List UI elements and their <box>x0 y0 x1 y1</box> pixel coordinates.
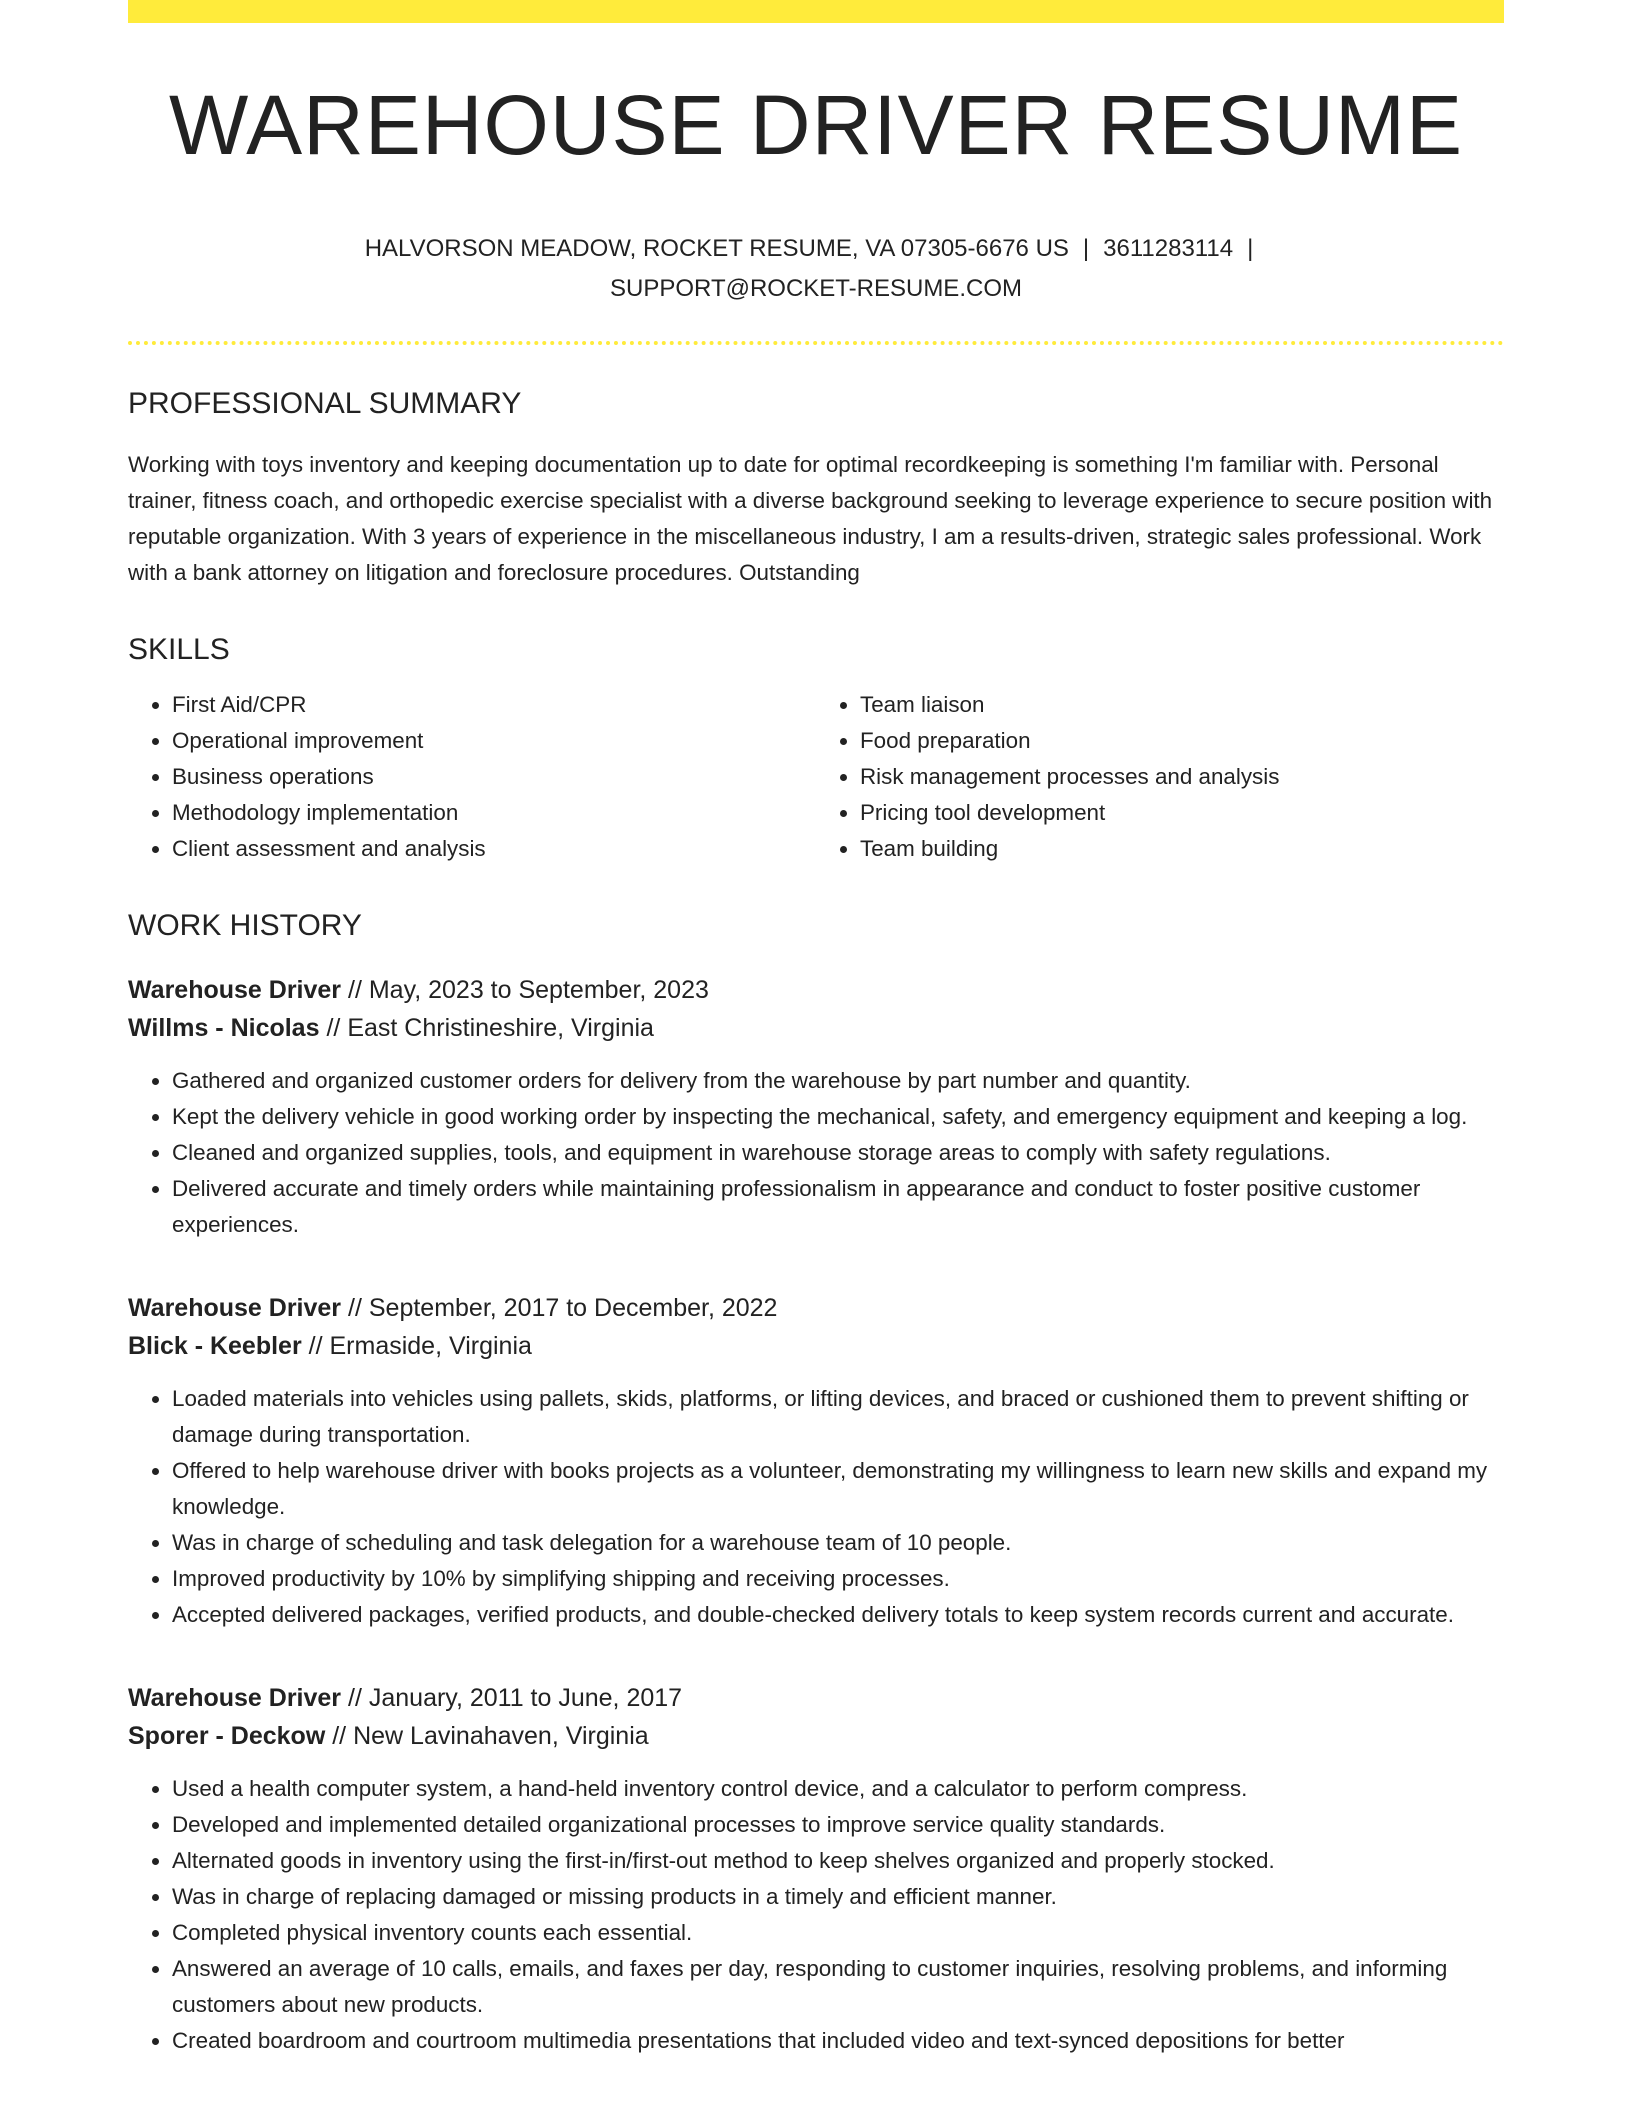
duty-item: • Loaded materials into vehicles using pallets, skids, platforms, or lifting devices, and braced or cushioned them to prevent shifting or damage during transportation. <box>172 1381 1504 1453</box>
resume-page <box>128 0 1504 2059</box>
job-company: Sporer - Deckow <box>128 1722 326 1750</box>
job-company-line <box>128 1009 1504 1047</box>
job-entry <box>128 1679 1504 2059</box>
duty-item: • Gathered and organized customer orders for delivery from the warehouse by part number and quantity. <box>172 1063 1504 1099</box>
duty-item: • Cleaned and organized supplies, tools, and equipment in warehouse storage areas to comply with safety regulations. <box>172 1135 1504 1171</box>
separator: // <box>326 1014 341 1042</box>
separator: // <box>308 1332 323 1360</box>
job-title: Warehouse Driver <box>128 976 342 1004</box>
job-title-line <box>128 1289 1504 1327</box>
duty-item: • Developed and implemented detailed organizational processes to improve service quality standards. <box>172 1807 1504 1843</box>
duty-item: • Alternated goods in inventory using the first-in/first-out method to keep shelves organized and properly stocked. <box>172 1843 1504 1879</box>
duty-item: • Created boardroom and courtroom multimedia presentations that included video and text-synced depositions for better <box>172 2023 1504 2059</box>
email: SUPPORT@ROCKET-RESUME.COM <box>610 275 1022 302</box>
duty-item: • Accepted delivered packages, verified products, and double-checked delivery totals to keep system records current and accurate. <box>172 1597 1504 1633</box>
job-company: Blick - Keebler <box>128 1332 302 1360</box>
skill-item: • First Aid/CPR <box>172 687 816 723</box>
job-location: Ermaside, Virginia <box>329 1332 532 1360</box>
skill-item: • Team building <box>860 831 1504 867</box>
contact-info <box>128 229 1504 309</box>
skill-item: • Client assessment and analysis <box>172 831 816 867</box>
job-location: New Lavinahaven, Virginia <box>353 1722 649 1750</box>
separator: // <box>332 1722 347 1750</box>
work-history-heading: WORK HISTORY <box>128 909 362 942</box>
job-dates: September, 2017 to December, 2022 <box>368 1294 778 1322</box>
skills-heading: SKILLS <box>128 633 230 666</box>
job-duties <box>128 1381 1504 1633</box>
job-title: Warehouse Driver <box>128 1684 342 1712</box>
duty-item: • Was in charge of replacing damaged or missing products in a timely and efficient manner. <box>172 1879 1504 1915</box>
duty-item: • Used a health computer system, a hand-held inventory control device, and a calculator to perform compress. <box>172 1771 1504 1807</box>
skills-column-left <box>128 687 816 867</box>
job-title-line <box>128 1679 1504 1717</box>
address: HALVORSON MEADOW, ROCKET RESUME, VA 07305-6676 US <box>364 235 1069 262</box>
job-company-line <box>128 1327 1504 1365</box>
contact-separator: | <box>1247 235 1254 262</box>
skill-item: • Business operations <box>172 759 816 795</box>
skills-column-right <box>816 687 1504 867</box>
job-entry <box>128 971 1504 1243</box>
separator: // <box>348 976 362 1004</box>
job-dates: January, 2011 to June, 2017 <box>368 1684 683 1712</box>
separator: // <box>348 1684 362 1712</box>
job-title-line <box>128 971 1504 1009</box>
duty-item: • Answered an average of 10 calls, emails, and faxes per day, responding to customer inquiries, resolving problems, and informing customers about new products. <box>172 1951 1504 2023</box>
job-dates: May, 2023 to September, 2023 <box>368 976 709 1004</box>
skills-list <box>128 687 1504 867</box>
job-duties <box>128 1063 1504 1243</box>
job-company-line <box>128 1717 1504 1755</box>
skill-item: • Operational improvement <box>172 723 816 759</box>
summary-heading: PROFESSIONAL SUMMARY <box>128 387 522 420</box>
phone: 3611283114 <box>1103 235 1234 262</box>
skill-item: • Risk management processes and analysis <box>860 759 1504 795</box>
job-entry <box>128 1289 1504 1633</box>
duty-item: • Improved productivity by 10% by simplifying shipping and receiving processes. <box>172 1561 1504 1597</box>
duty-item: • Offered to help warehouse driver with books projects as a volunteer, demonstrating my willingness to learn new skills and expand my knowledge. <box>172 1453 1504 1525</box>
dotted-divider <box>128 341 1504 345</box>
separator: // <box>348 1294 362 1322</box>
skill-item: • Team liaison <box>860 687 1504 723</box>
skill-item: • Methodology implementation <box>172 795 816 831</box>
job-location: East Christineshire, Virginia <box>347 1014 654 1042</box>
resume-title: WAREHOUSE DRIVER RESUME <box>168 78 1464 172</box>
job-company: Willms - Nicolas <box>128 1014 320 1042</box>
skill-item: • Food preparation <box>860 723 1504 759</box>
top-accent-bar <box>128 0 1504 23</box>
summary-text: Working with toys inventory and keeping documentation up to date for optimal recordkeeping is something I'm familiar with. Personal trainer, fitness coach, and orthopedic exercise specialist with a diverse background seeking to leverage experience to secure position with reputable organization. With 3 years of experience in the miscellaneous industry, I am a results-driven, strategic sales professional. Work with a bank attorney on litigation and foreclosure procedures. Outstanding <box>128 452 1493 585</box>
duty-item: • Kept the delivery vehicle in good working order by inspecting the mechanical, safety, and emergency equipment and keeping a log. <box>172 1099 1504 1135</box>
job-title: Warehouse Driver <box>128 1294 342 1322</box>
contact-separator: | <box>1082 235 1090 262</box>
duty-item: • Delivered accurate and timely orders while maintaining professionalism in appearance and conduct to foster positive customer experiences. <box>172 1171 1504 1243</box>
skill-item: • Pricing tool development <box>860 795 1504 831</box>
duty-item: • Was in charge of scheduling and task delegation for a warehouse team of 10 people. <box>172 1525 1504 1561</box>
job-duties <box>128 1771 1504 2059</box>
duty-item: • Completed physical inventory counts each essential. <box>172 1915 1504 1951</box>
